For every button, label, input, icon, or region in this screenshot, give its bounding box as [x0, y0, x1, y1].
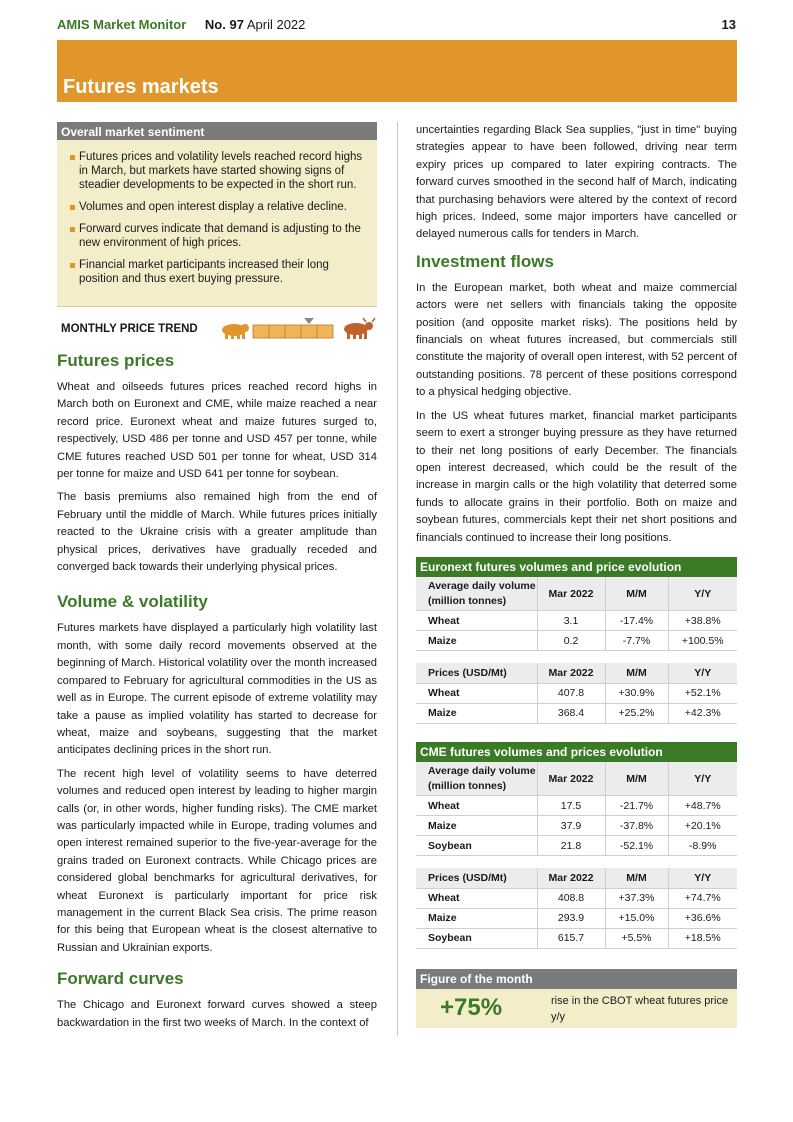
- table-row: [416, 836, 737, 856]
- column-header: Prices (USD/Mt): [416, 663, 537, 683]
- header-left: [57, 17, 305, 32]
- trend-marker-icon: [304, 318, 314, 324]
- trend-scale: [253, 325, 333, 338]
- forward-curves-heading: Forward curves: [57, 969, 184, 989]
- table-row: [416, 611, 737, 631]
- cell-mm: -52.1%: [605, 836, 668, 856]
- cell-mar: 21.8: [537, 836, 605, 856]
- table-row: [416, 631, 737, 651]
- volume-volatility-paragraph: Futures markets have displayed a particularly high volatility last month, with some daily record movements observed at the beginning of March. Historical volatility over the month increased compared to February for agricultural commodities in the US as well as in Europe. The current episode of extreme volatility may take a pause as implied volatility has started to decrease for wheat, maize and soybeans, suggesting that the market anticipates declining prices in the short run.: [57, 622, 377, 757]
- cell-mar: 17.5: [537, 796, 605, 816]
- column-divider: [397, 122, 398, 1036]
- cell-mm: -17.4%: [605, 611, 668, 631]
- row-label: Soybean: [416, 928, 537, 948]
- sentiment-item: [70, 150, 365, 192]
- sentiment-item-text: Volumes and open interest display a relative decline.: [79, 201, 347, 213]
- column-header: Prices (USD/Mt): [416, 868, 537, 888]
- table-row: [416, 816, 737, 836]
- figure-title: Figure of the month: [416, 969, 737, 989]
- row-label: Wheat: [416, 888, 537, 908]
- cell-yy: +74.7%: [668, 888, 737, 908]
- cell-mar: 0.2: [537, 631, 605, 651]
- page-number: 13: [721, 17, 736, 32]
- column-header: Y/Y: [668, 762, 737, 796]
- square-bullet-icon: [70, 263, 75, 268]
- sentiment-title: Overall market sentiment: [57, 122, 377, 140]
- cell-yy: +20.1%: [668, 816, 737, 836]
- table-row: [416, 703, 737, 723]
- table-row: [416, 888, 737, 908]
- futures-prices-paragraph: The basis premiums also remained high from the end of February until the middle of March. While futures prices initially reacted to the Ukraine crisis with a greater amplitude than physical prices, derivatives have gradually receded and converged back towards their underlying physical prices.: [57, 491, 377, 574]
- table-row: [416, 908, 737, 928]
- figure-text: rise in the CBOT wheat futures price y/y: [551, 994, 729, 1023]
- cell-mar: 37.9: [537, 816, 605, 836]
- sentiment-item-text: Futures prices and volatility levels reached record highs in March, but markets have started showing signs of steadier developments to be expected in the short run.: [79, 151, 363, 191]
- column-header: Mar 2022: [537, 868, 605, 888]
- table-row: [416, 683, 737, 703]
- column-header: Mar 2022: [537, 663, 605, 683]
- table-row: [416, 928, 737, 948]
- cell-mar: 615.7: [537, 928, 605, 948]
- futures-prices-paragraph: Wheat and oilseeds futures prices reached record highs in March both on Euronext and CME, while maize reached a near record price. Euronext wheat and maize futures surged to, respectively, USD 486 per tonne and USD 457 per tonne, while CME futures reached USD 501 per tonne for wheat, USD 314 per tonne for maize and USD 641 per tonne for soybean.: [57, 381, 377, 481]
- monthly-price-trend: [57, 313, 377, 341]
- cell-mm: -21.7%: [605, 796, 668, 816]
- table-header-row: [416, 663, 737, 683]
- cme-table-block: [416, 742, 737, 949]
- euronext-volume-table: [416, 577, 737, 652]
- row-label: Maize: [416, 908, 537, 928]
- cell-mm: -7.7%: [605, 631, 668, 651]
- figure-value: +75%: [440, 993, 503, 1021]
- futures-prices-heading: Futures prices: [57, 351, 175, 370]
- square-bullet-icon: [70, 205, 75, 210]
- euronext-table-title: Euronext futures volumes and price evolution: [416, 557, 737, 577]
- column-header: Mar 2022: [537, 577, 605, 611]
- column-header: Mar 2022: [537, 762, 605, 796]
- cell-yy: +18.5%: [668, 928, 737, 948]
- table-header-row: [416, 577, 737, 611]
- issue-number: No. 97: [204, 17, 244, 32]
- table-header-row: [416, 868, 737, 888]
- cell-mm: +37.3%: [605, 888, 668, 908]
- cell-yy: +42.3%: [668, 703, 737, 723]
- sentiment-item: [70, 258, 365, 286]
- cell-mar: 408.8: [537, 888, 605, 908]
- sentiment-item: [70, 222, 365, 250]
- trend-label: MONTHLY PRICE TREND: [61, 323, 198, 335]
- column-header: Average daily volume (million tonnes): [416, 762, 537, 796]
- sentiment-list: [57, 140, 377, 286]
- row-label: Soybean: [416, 836, 537, 856]
- column-header: M/M: [605, 577, 668, 611]
- sentiment-item-text: Forward curves indicate that demand is adjusting to the new environment of high prices.: [79, 223, 361, 249]
- cme-table-title: CME futures volumes and prices evolution: [416, 742, 737, 762]
- cell-yy: +52.1%: [668, 683, 737, 703]
- bear-icon: [222, 324, 249, 339]
- investment-flows-paragraph: In the European market, both wheat and maize commercial actors were net sellers with financials taking the opposite position (and opposite market risks). The positions held by financials on wheat futures increased, but commercials still constitute the majority of overall open interest, with 52 percent of outstanding positions. 78 percent of these positions correspond to a physical hedging objective.: [416, 281, 737, 399]
- volume-volatility-paragraph: The recent high level of volatility seems to have deterred volumes and reduced open interest by leading to higher margin calls (or, in other words, higher funding risks). The CME market was particularly impacted while in Europe, trading volumes and open interest remained superior to the five-year-average for the grains traded on Euronext contracts. While Chicago prices are considered global benchmarks for agricultural derivatives, for wheat Euronext is particularly important for price risk management in the current Black Sea crisis. The prime reason for this being that European wheat is the closest alternative to Russian and Ukrainian exports.: [57, 767, 377, 954]
- cell-mar: 407.8: [537, 683, 605, 703]
- row-label: Maize: [416, 631, 537, 651]
- investment-flows-paragraph: In the US wheat futures market, financial market participants seem to exert a stronger buying pressure as they have returned to their net long positions of early December. The financials open interest decreased, which could be the result of the increase in margin calls or the high volatility that deterred some funds to allocate grains in their portfolio. Both on maize and soybean futures, commercials kept their net short positions and financials continued to increase their long positions.: [416, 409, 737, 544]
- row-label: Wheat: [416, 796, 537, 816]
- section-banner: [57, 40, 737, 102]
- page-header: [0, 0, 793, 40]
- row-label: Maize: [416, 816, 537, 836]
- publication-name: AMIS Market Monitor: [57, 17, 187, 32]
- row-label: Maize: [416, 703, 537, 723]
- cme-price-table: [416, 868, 737, 949]
- column-header: M/M: [605, 868, 668, 888]
- cme-volume-table: [416, 762, 737, 857]
- bull-icon: [344, 318, 375, 339]
- cell-mm: +30.9%: [605, 683, 668, 703]
- investment-flows-heading: Investment flows: [416, 251, 554, 271]
- cell-yy: +36.6%: [668, 908, 737, 928]
- column-header: M/M: [605, 762, 668, 796]
- cell-mm: +25.2%: [605, 703, 668, 723]
- row-label: Wheat: [416, 683, 537, 703]
- column-header: Y/Y: [668, 663, 737, 683]
- cell-mm: +5.5%: [605, 928, 668, 948]
- section-title: Futures markets: [63, 76, 219, 98]
- forward-curves-continued-paragraph: uncertainties regarding Black Sea supplies, "just in time" buying strategies appear to have been followed, driving near term expiry prices up compared to later expiring contracts. The forward curves smoothed in the second half of March, indicating that purchasing behaviors were altered by the context of record high prices. Indeed, some major importers have cancelled or delayed numerous calls for tenders in March.: [416, 124, 737, 241]
- sentiment-box: [57, 122, 377, 307]
- euronext-table-block: [416, 557, 737, 724]
- right-column: [416, 122, 737, 1028]
- column-header: Y/Y: [668, 868, 737, 888]
- figure-of-the-month: [416, 969, 737, 1028]
- table-header-row: [416, 762, 737, 796]
- square-bullet-icon: [70, 227, 75, 232]
- sentiment-item-text: Financial market participants increased their long position and thus exert buying pressure.: [79, 259, 329, 285]
- cell-mar: 3.1: [537, 611, 605, 631]
- column-header: Y/Y: [668, 577, 737, 611]
- row-label: Wheat: [416, 611, 537, 631]
- column-header: Average daily volume (million tonnes): [416, 577, 537, 611]
- cell-mar: 293.9: [537, 908, 605, 928]
- forward-curves-paragraph: The Chicago and Euronext forward curves showed a steep backwardation in the first two weeks of March. In the context of: [57, 999, 377, 1029]
- cell-mar: 368.4: [537, 703, 605, 723]
- left-column: [57, 122, 377, 1038]
- cell-yy: -8.9%: [668, 836, 737, 856]
- square-bullet-icon: [70, 155, 75, 160]
- figure-body: [416, 989, 737, 1028]
- cell-yy: +38.8%: [668, 611, 737, 631]
- volume-volatility-heading: Volume & volatility: [57, 592, 208, 612]
- table-row: [416, 796, 737, 816]
- euronext-price-table: [416, 663, 737, 724]
- cell-mm: -37.8%: [605, 816, 668, 836]
- issue-date: April 2022: [246, 17, 306, 32]
- column-header: M/M: [605, 663, 668, 683]
- sentiment-item: [70, 200, 365, 214]
- cell-mm: +15.0%: [605, 908, 668, 928]
- cell-yy: +100.5%: [668, 631, 737, 651]
- price-trend-gauge: [219, 315, 377, 341]
- cell-yy: +48.7%: [668, 796, 737, 816]
